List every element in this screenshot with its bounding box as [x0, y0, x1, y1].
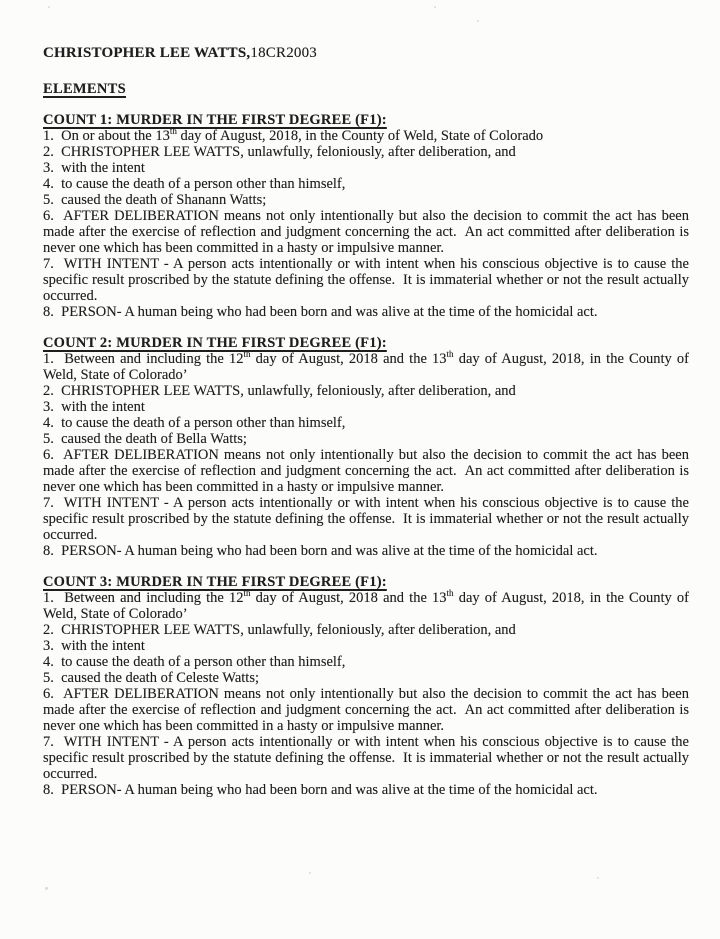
item-text: 2. CHRISTOPHER LEE WATTS, unlawfully, feloniously, after deliberation, and: [43, 383, 516, 399]
item-text: 3. with the intent: [43, 160, 145, 176]
item-text: 3. with the intent: [43, 638, 145, 654]
count-item: [43, 588, 693, 622]
count-item: [43, 447, 693, 495]
count-item: [43, 782, 689, 798]
count-heading: COUNT 1: MURDER IN THE FIRST DEGREE (F1):: [43, 112, 387, 128]
item-text: day of August, 2018, in the County of Weld, State of Colorado’: [43, 351, 693, 383]
item-text: day of August, 2018 and the 13: [250, 590, 447, 606]
count-item: [43, 638, 689, 654]
count-item: [43, 144, 689, 160]
item-text: day of August, 2018, in the County of Weld, State of Colorado’: [43, 590, 693, 622]
count-item: [43, 686, 693, 734]
ordinal-superscript: th: [243, 588, 251, 599]
item-text: 1. Between and including the 12: [43, 351, 244, 367]
count-item: [43, 415, 689, 431]
item-text: 5. caused the death of Bella Watts;: [43, 431, 247, 447]
count-item: [43, 495, 693, 543]
count-item: [43, 256, 693, 304]
count-item: [43, 654, 689, 670]
item-text: 2. CHRISTOPHER LEE WATTS, unlawfully, feloniously, after deliberation, and: [43, 144, 516, 160]
count-item: [43, 192, 689, 208]
item-text: 5. caused the death of Shanann Watts;: [43, 192, 267, 208]
item-text: 7. WITH INTENT - A person acts intentionally or with intent when his conscious objective is to cause the specific result proscribed by the statute defining the offense. It is immaterial whether or not the result actually occurred.: [43, 256, 693, 304]
ordinal-superscript: th: [446, 349, 454, 360]
count-heading: COUNT 3: MURDER IN THE FIRST DEGREE (F1):: [43, 574, 387, 590]
item-text: 5. caused the death of Celeste Watts;: [43, 670, 259, 686]
count-item: [43, 622, 689, 638]
case-header: [43, 45, 689, 62]
item-text: 7. WITH INTENT - A person acts intentionally or with intent when his conscious objective is to cause the specific result proscribed by the statute defining the offense. It is immaterial whether or not the result actually occurred.: [43, 495, 693, 543]
count-item: [43, 431, 689, 447]
item-text: 1. On or about the 13: [43, 128, 170, 144]
scan-speck: [309, 872, 311, 874]
item-text: 4. to cause the death of a person other than himself,: [43, 415, 346, 431]
item-text: 6. AFTER DELIBERATION means not only intentionally but also the decision to commit the act has been made after the exercise of reflection and judgment concerning the act. An act committed after deliberation is never one which has been committed in a hasty or impulsive manner.: [43, 447, 693, 495]
ordinal-superscript: th: [446, 588, 454, 599]
count-heading: COUNT 2: MURDER IN THE FIRST DEGREE (F1):: [43, 335, 387, 351]
ordinal-superscript: th: [169, 126, 177, 137]
scan-speck: [477, 20, 479, 22]
item-text: 6. AFTER DELIBERATION means not only intentionally but also the decision to commit the act has been made after the exercise of reflection and judgment concerning the act. An act committed after deliberation is never one which has been committed in a hasty or impulsive manner.: [43, 208, 693, 256]
item-text: 4. to cause the death of a person other than himself,: [43, 654, 346, 670]
item-text: 4. to cause the death of a person other than himself,: [43, 176, 346, 192]
count-item: [43, 304, 689, 320]
elements-section-title: ELEMENTS: [43, 81, 126, 97]
item-text: 8. PERSON- A human being who had been born and was alive at the time of the homicidal act.: [43, 543, 598, 559]
scan-speck: [597, 877, 599, 879]
count-item: [43, 160, 689, 176]
count-item: [43, 349, 693, 383]
case-number: 18CR2003: [250, 45, 318, 61]
item-text: day of August, 2018 and the 13: [250, 351, 447, 367]
item-text: 8. PERSON- A human being who had been born and was alive at the time of the homicidal act.: [43, 782, 598, 798]
scan-speck: [45, 887, 48, 890]
scan-speck: [48, 6, 50, 8]
item-text: 6. AFTER DELIBERATION means not only intentionally but also the decision to commit the act has been made after the exercise of reflection and judgment concerning the act. An act committed after deliberation is never one which has been committed in a hasty or impulsive manner.: [43, 686, 693, 734]
count-item: [43, 176, 689, 192]
ordinal-superscript: th: [243, 349, 251, 360]
count-item: [43, 208, 693, 256]
count-section-2: [43, 335, 693, 559]
scan-speck: [434, 6, 436, 8]
item-text: 2. CHRISTOPHER LEE WATTS, unlawfully, feloniously, after deliberation, and: [43, 622, 516, 638]
item-text: day of August, 2018, in the County of Weld, State of Colorado: [176, 128, 544, 144]
item-text: 3. with the intent: [43, 399, 145, 415]
count-item: [43, 383, 689, 399]
item-text: 8. PERSON- A human being who had been born and was alive at the time of the homicidal act.: [43, 304, 598, 320]
count-item: [43, 543, 689, 559]
count-section-3: [43, 574, 693, 798]
count-item: [43, 670, 689, 686]
item-text: 1. Between and including the 12: [43, 590, 244, 606]
count-item: [43, 399, 689, 415]
item-text: 7. WITH INTENT - A person acts intentionally or with intent when his conscious objective is to cause the specific result proscribed by the statute defining the offense. It is immaterial whether or not the result actually occurred.: [43, 734, 693, 782]
count-section-1: [43, 112, 693, 320]
count-item: [43, 734, 693, 782]
counts-container: [43, 112, 693, 798]
count-item: [43, 128, 689, 144]
defendant-name: CHRISTOPHER LEE WATTS,: [43, 45, 251, 61]
